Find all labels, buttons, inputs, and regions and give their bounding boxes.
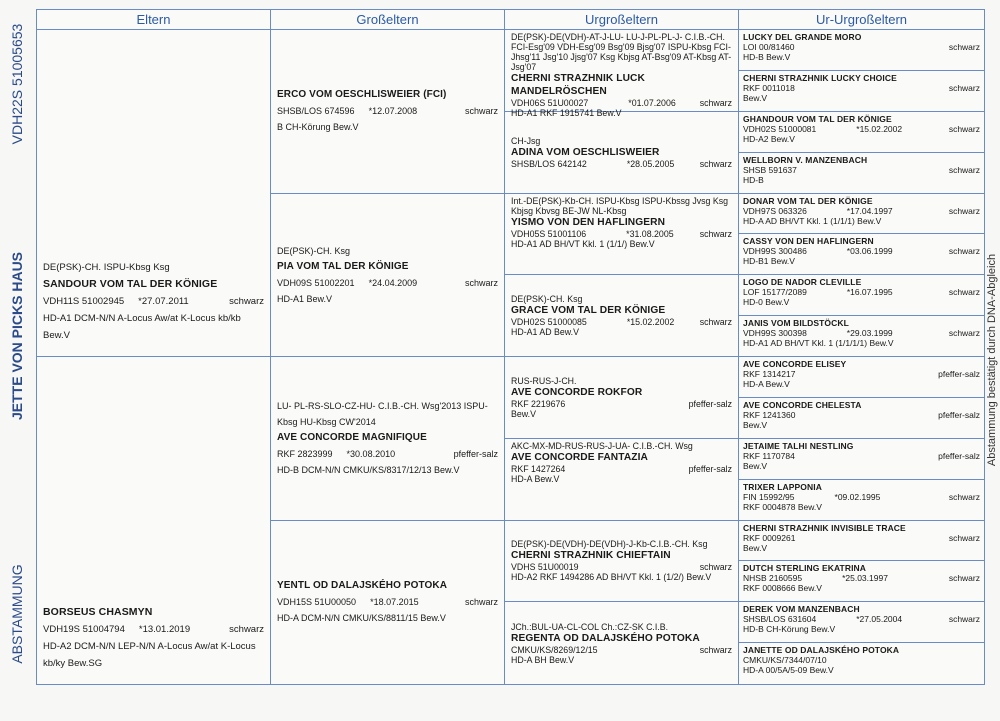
dog-name: JANIS VOM BILDSTÖCKL (743, 318, 849, 329)
pedigree-entry (739, 194, 984, 235)
registration-number: RKF 1427264 (511, 463, 566, 474)
health-results: HD-A1 AD BH/VT Kkl. 1 (1/1/) Bew.V (511, 238, 655, 249)
health-results: HD-A BH Bew.V (511, 654, 575, 665)
name-line (743, 236, 980, 246)
registration-number: VDH15S 51U00050 (277, 597, 357, 608)
title-line: RUS-RUS-J-CH. (511, 375, 577, 386)
registration-line (511, 645, 732, 655)
dog-name: DONAR VOM TAL DER KÖNIGE (743, 195, 873, 206)
registration-number: RKF 1241360 (743, 409, 796, 420)
pedigree-entry (505, 602, 739, 684)
registration-number: VDH02S 51000085 (511, 317, 587, 328)
dog-name: AVE CONCORDE ROKFOR (511, 386, 643, 398)
title-line: DE(PSK)-DE(VDH)-AT-J-LU- LU-J-PL-PL-J- C.I.B.-CH. FCI-Esg'09 VDH-Esg'09 Bsg'09 Bjsg'07 ISPU-Kbsg FCI-Jhsg'11 Jsg'10 Jjsg'07 Ksg Kbjsg AT-Bsg'09 AT-Kbsg AT-Jsg'07 (511, 32, 732, 72)
coat-color: schwarz (699, 158, 732, 169)
coat-color: schwarz (948, 328, 980, 339)
health-results: HD-A1 Bew.V (277, 293, 333, 304)
dog-name: LUCKY DEL GRANDE MORO (743, 32, 862, 42)
health-results: B CH-Körung Bew.V (277, 122, 359, 133)
registration-line (511, 98, 732, 108)
name-line (743, 441, 980, 451)
dog-name: GHANDOUR VOM TAL DER KÖNIGE (743, 113, 892, 124)
birth-date (795, 369, 938, 379)
coat-color: pfeffer-salz (938, 409, 980, 420)
coat-color: pfeffer-salz (453, 449, 498, 460)
birth-date: *31.08.2005 (626, 228, 674, 239)
registration-number: RKF 2219676 (511, 398, 566, 409)
dog-name: CHERNI STRAZHNIK LUCK MANDELRÖSCHEN (511, 73, 645, 97)
registration-line (511, 464, 732, 474)
title-line: DE(PSK)-DE(VDH)-DE(VDH)-J-Kb-C.I.B.-CH. Ksg (511, 539, 708, 550)
pedigree-entry (739, 643, 984, 684)
registration-line (743, 287, 980, 297)
registration-line (743, 573, 980, 583)
coat-color: schwarz (948, 42, 980, 52)
health-results: HD-0 Bew.V (743, 297, 790, 308)
pedigree-entry (739, 316, 984, 357)
registration-line (743, 533, 980, 543)
coat-color: pfeffer-salz (688, 463, 732, 474)
pedigree-entry (739, 153, 984, 194)
dog-name: JANETTE OD DALAJSKÉHO POTOKA (743, 645, 900, 656)
name-line (743, 523, 980, 533)
health-results: HD-A 00/5A/5-09 Bew.V (743, 665, 834, 676)
dog-name: JETAIME TALHI NESTLING (743, 440, 854, 451)
dog-name: AVE CONCORDE CHELESTA (743, 399, 862, 410)
dog-name: WELLBORN V. MANZENBACH (743, 154, 868, 165)
pedigree-entry (505, 357, 739, 439)
dog-name: CHERNI STRAZHNIK CHIEFTAIN (511, 550, 671, 562)
health-results: HD-A1 RKF 1915741 Bew.V (511, 108, 622, 118)
registration-number: RKF 0009261 (743, 532, 796, 543)
registration-line (743, 369, 980, 379)
birth-date: *29.03.1999 (846, 328, 893, 339)
pedigree-entry (739, 357, 984, 398)
name-line (743, 196, 980, 206)
registration-number: SHSB/LOS 642142 (511, 158, 587, 169)
health-results: Bew.V (743, 460, 768, 471)
birth-date (565, 464, 688, 474)
section-label-vertical: ABSTAMMUNG (9, 564, 25, 664)
coat-color: schwarz (948, 164, 980, 175)
birth-date: *24.04.2009 (368, 277, 418, 288)
pedigree-entry (739, 521, 984, 562)
pedigree-entry (505, 275, 739, 357)
name-line (743, 482, 980, 492)
title-line: JCh.:BUL-UA-CL-COL Ch.:CZ-SK C.I.B. (511, 621, 669, 632)
coat-color: schwarz (699, 317, 732, 328)
birth-date: *15.02.2002 (626, 317, 675, 328)
coat-color: schwarz (699, 644, 732, 655)
registration-number: SHSB/LOS 631604 (743, 614, 817, 625)
health-results: HD-A DCM-N/N CMKU/KS/8811/15 Bew.V (277, 613, 446, 624)
birth-date (795, 533, 948, 543)
name-line (743, 604, 980, 614)
dog-name: PIA VOM TAL DER KÖNIGE (277, 260, 409, 272)
coat-color: schwarz (948, 205, 980, 216)
registration-line (511, 562, 732, 572)
pedigree-entry (739, 30, 984, 71)
dog-name: TRIXER LAPPONIA (743, 481, 822, 492)
registration-number: FIN 15992/95 (743, 491, 795, 502)
dog-name: AVE CONCORDE ELISEY (743, 359, 847, 369)
coat-color: schwarz (948, 532, 980, 543)
pedigree-entry (505, 30, 739, 118)
birth-date (598, 645, 700, 655)
registration-line (511, 159, 732, 169)
pedigree-entry (37, 30, 271, 357)
registration-line (743, 614, 980, 624)
health-results: HD-A2 RKF 1494286 AD BH/VT Kkl. 1 (1/2/) Bew.V (511, 572, 712, 583)
name-line (743, 318, 980, 328)
name-line (743, 645, 980, 655)
registration-number: VDH05S 51001106 (511, 228, 587, 239)
registration-number: SHSB 591637 (743, 164, 797, 175)
health-results: HD-B1 Bew.V (743, 256, 795, 267)
health-results: Bew.V (743, 92, 768, 103)
pedigree-entry (739, 561, 984, 602)
pedigree-entry (271, 30, 505, 194)
registration-number: VDH97S 063326 (743, 205, 807, 216)
birth-date: *13.01.2019 (138, 624, 191, 635)
health-results: Bew.V (511, 408, 536, 419)
coat-color: schwarz (948, 287, 980, 298)
registration-number: VDH02S 51000081 (743, 123, 817, 134)
dog-name: CASSY VON DEN HAFLINGERN (743, 236, 874, 247)
coat-color: schwarz (464, 277, 498, 288)
dog-name: SANDOUR VOM TAL DER KÖNIGE (43, 278, 218, 290)
coat-color: schwarz (229, 624, 264, 635)
registration-number: VDH99S 300486 (743, 246, 807, 257)
registration-line (511, 229, 732, 239)
registration-line (743, 165, 980, 175)
pedigree-entry (271, 194, 505, 358)
health-results: HD-A1 AD Bew.V (511, 327, 579, 338)
dog-name: LOGO DE NADOR CLEVILLE (743, 277, 862, 288)
registration-line (743, 83, 980, 93)
birth-date (795, 451, 938, 461)
registration-line (277, 594, 498, 610)
birth-date: *09.02.1995 (834, 491, 881, 502)
birth-date: *01.07.2006 (628, 98, 676, 108)
pedigree-entry (37, 357, 271, 684)
coat-color: schwarz (948, 491, 980, 502)
birth-date: *27.07.2011 (138, 296, 189, 307)
coat-color: pfeffer-salz (938, 450, 980, 461)
pedigree-entry (505, 521, 739, 603)
coat-color: schwarz (464, 597, 498, 608)
dog-name: CHERNI STRAZHNIK LUCKY CHOICE (743, 72, 897, 83)
registration-number: SHSB/LOS 674596 (277, 106, 355, 117)
health-results: Bew.V (743, 419, 768, 430)
dog-name: GRACE VOM TAL DER KÖNIGE (511, 305, 666, 317)
pedigree-entry (739, 602, 984, 643)
health-results: RKF 0004878 Bew.V (743, 501, 822, 512)
health-results: HD-B Bew.V (743, 52, 791, 62)
name-line (743, 73, 980, 83)
registration-number: VDH11S 51002945 (43, 296, 125, 307)
title-line: Int.-DE(PSK)-Kb-CH. ISPU-Kbsg ISPU-Kbssg Jvsg Ksg Kbjsg Kbvsg BE-JW NL-Kbsg (511, 195, 729, 216)
dog-name: AVE CONCORDE FANTAZIA (511, 451, 648, 463)
dog-name: YENTL OD DALAJSKÉHO POTOKA (277, 580, 448, 592)
dog-name: REGENTA OD DALAJSKÉHO POTOKA (511, 632, 700, 644)
registration-number: RKF 2823999 (277, 449, 333, 460)
birth-date (578, 562, 699, 572)
title-line: DE(PSK)-CH. Ksg (277, 245, 351, 256)
registration-line (743, 206, 980, 216)
registration-line (43, 293, 264, 310)
pedigree-entry (271, 521, 505, 685)
dog-name: YISMO VON DEN HAFLINGERN (511, 216, 666, 228)
registration-line (743, 410, 980, 420)
registration-number: NHSB 2160595 (743, 573, 803, 584)
pedigree-entry (739, 439, 984, 480)
health-results: HD-B DCM-N/N CMKU/KS/8317/12/13 Bew.V (277, 465, 460, 476)
header-great-great-grandparents: Ur-Urgroßeltern (739, 10, 984, 30)
coat-color: schwarz (948, 246, 980, 257)
name-line (743, 359, 980, 369)
health-results: HD-A2 DCM-N/N LEP-N/N A-Locus Aw/at K-Locus kb/ky Bew.SG (43, 641, 256, 669)
coat-color: schwarz (948, 573, 980, 584)
registration-line (277, 275, 498, 291)
birth-date (827, 655, 980, 665)
birth-date: *17.04.1997 (846, 205, 893, 216)
dog-name: ERCO VOM OESCHLISWEIER (FCI) (277, 89, 447, 101)
birth-date: *15.02.2002 (856, 123, 903, 134)
registration-line (43, 621, 264, 638)
dog-name: CHERNI STRAZHNIK INVISIBLE TRACE (743, 522, 906, 533)
dog-name-vertical: JETTE VON PICKS HAUS (9, 251, 25, 421)
coat-color: schwarz (699, 228, 732, 239)
health-results: HD-A Bew.V (743, 379, 790, 389)
registration-line (511, 317, 732, 327)
registration-number: CMKU/KS/7344/07/10 (743, 655, 827, 666)
health-results: HD-A Bew.V (511, 473, 560, 484)
name-line (743, 114, 980, 124)
header-grandparents: Großeltern (271, 10, 505, 30)
birth-date: *27.05.2004 (856, 614, 903, 625)
registration-number: LOF 15177/2089 (743, 287, 807, 298)
title-line: DE(PSK)-CH. ISPU-Kbsg Ksg (43, 262, 170, 273)
birth-date: *18.07.2015 (370, 597, 419, 608)
dog-name: BORSEUS CHASMYN (43, 606, 153, 618)
registration-line (743, 655, 980, 665)
registration-number: RKF 1314217 (743, 369, 796, 379)
title-line: LU- PL-RS-SLO-CZ-HU- C.I.B.-CH. Wsg'2013 ISPU-Kbsg HU-Kbsg CW'2014 (277, 401, 488, 428)
registration-line (277, 446, 498, 462)
birth-date (797, 165, 949, 175)
pedigree-entry (739, 234, 984, 275)
name-line (743, 155, 980, 165)
birth-date: *28.05.2005 (626, 158, 675, 169)
coat-color: schwarz (948, 123, 980, 134)
pedigree-entry (739, 71, 984, 112)
header-great-grandparents: Urgroßeltern (505, 10, 739, 30)
registration-number: RKF 0011018 (743, 82, 795, 93)
pedigree-entry (739, 275, 984, 316)
registration-line (743, 246, 980, 256)
health-results: HD-A AD BH/VT Kkl. 1 (1/1/1) Bew.V (743, 215, 882, 226)
registration-number: VDH19S 51004794 (43, 624, 125, 635)
registration-number: VDH06S 51U00027 (511, 98, 589, 108)
pedigree-entry (505, 112, 739, 194)
title-line: AKC-MX-MD-RUS-RUS-J-UA- C.I.B.-CH. Wsg (511, 440, 693, 451)
birth-date: *12.07.2008 (368, 106, 418, 117)
birth-date (795, 42, 949, 52)
health-results: HD-A1 DCM-N/N A-Locus Aw/at K-Locus kb/kb Bew.V (43, 313, 241, 341)
header-parents: Eltern (37, 10, 271, 30)
health-results: HD-B (743, 174, 764, 185)
name-line (743, 277, 980, 287)
registration-line (743, 328, 980, 338)
dog-name: ADINA VOM OESCHLISWEIER (511, 146, 660, 158)
registration-line (743, 451, 980, 461)
title-line: DE(PSK)-CH. Ksg (511, 294, 583, 305)
dna-note-vertical: Abstammung bestätigt durch DNA-Abgleich (986, 253, 998, 467)
title-line: CH-Jsg (511, 135, 541, 146)
registration-number-vertical: VDH22S 51005653 (9, 23, 25, 145)
birth-date (565, 399, 688, 409)
health-results: HD-A2 Bew.V (743, 133, 795, 144)
pedigree-entry (271, 357, 505, 521)
health-results: HD-A1 AD BH/VT Kkl. 1 (1/1/1/1) Bew.V (743, 338, 894, 349)
health-results: HD-B CH-Körung Bew.V (743, 624, 836, 635)
registration-number: VDHS 51U00019 (511, 562, 579, 573)
pedigree-entry (505, 439, 739, 521)
registration-line (511, 399, 732, 409)
registration-line (743, 42, 980, 52)
dog-name: DEREK VOM MANZENBACH (743, 604, 860, 615)
dog-name: DUTCH STERLING EKATRINA (743, 563, 867, 574)
coat-color: schwarz (948, 82, 980, 93)
pedigree-table (36, 9, 985, 685)
pedigree-entry (739, 112, 984, 153)
registration-line (743, 492, 980, 502)
registration-number: RKF 1170784 (743, 450, 795, 461)
coat-color: pfeffer-salz (688, 398, 732, 409)
coat-color: pfeffer-salz (938, 369, 980, 379)
birth-date: *03.06.1999 (846, 246, 893, 257)
pedigree-entry (505, 194, 739, 276)
birth-date: *25.03.1997 (842, 573, 888, 584)
coat-color: schwarz (464, 106, 498, 117)
registration-number: VDH09S 51002201 (277, 277, 355, 288)
name-line (743, 32, 980, 42)
pedigree-entry (739, 398, 984, 439)
birth-date (795, 410, 938, 420)
health-results: Bew.V (743, 542, 768, 553)
registration-number: VDH99S 300398 (743, 328, 807, 339)
birth-date: *16.07.1995 (846, 287, 893, 298)
health-results: RKF 0008666 Bew.V (743, 583, 822, 594)
coat-color: schwarz (948, 614, 980, 625)
name-line (743, 400, 980, 410)
registration-line (277, 103, 498, 119)
registration-number: LOI 00/81460 (743, 42, 795, 52)
birth-date: *30.08.2010 (346, 449, 396, 460)
coat-color: schwarz (699, 562, 732, 573)
dog-name: AVE CONCORDE MAGNIFIQUE (277, 432, 427, 444)
birth-date (795, 83, 949, 93)
registration-line (743, 124, 980, 134)
registration-number: CMKU/KS/8269/12/15 (511, 644, 598, 655)
coat-color: schwarz (699, 98, 732, 108)
coat-color: schwarz (229, 296, 264, 307)
name-line (743, 563, 980, 573)
pedigree-entry (739, 480, 984, 521)
